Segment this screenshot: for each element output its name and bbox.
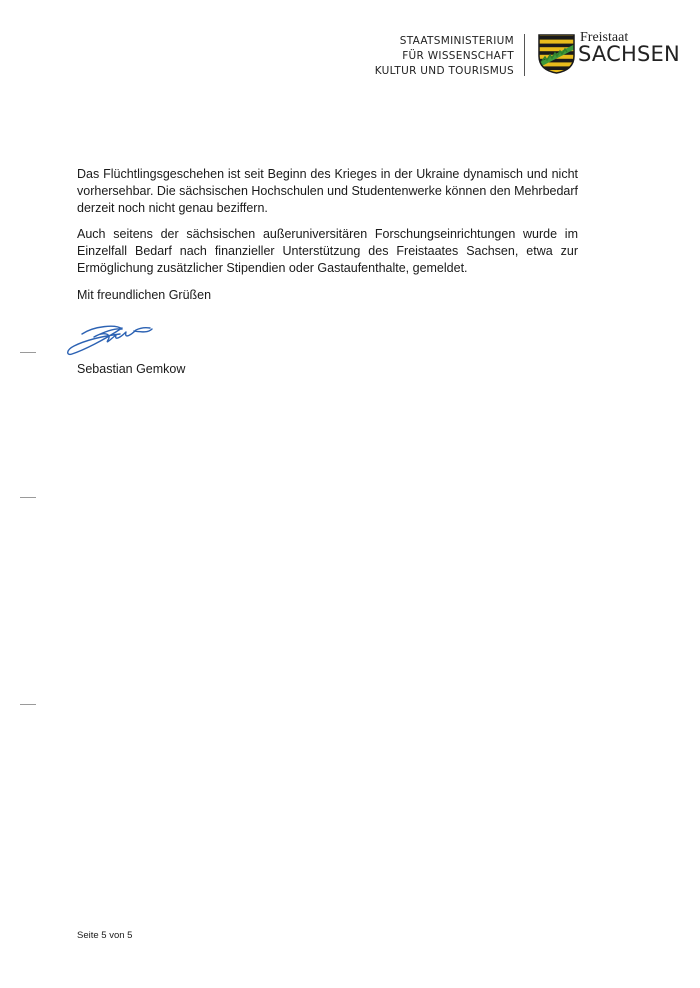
closing-greeting: Mit freundlichen Grüßen — [77, 288, 212, 302]
handwritten-signature-icon — [64, 318, 156, 358]
page-number: Seite 5 von 5 — [77, 930, 133, 941]
signatory-name: Sebastian Gemkow — [77, 362, 186, 376]
fold-mark — [20, 497, 36, 498]
ministry-line-1: STAATSMINISTERIUM — [399, 35, 514, 47]
ministry-name — [375, 34, 514, 79]
ministry-line-3: KULTUR UND TOURISMUS — [374, 65, 514, 77]
body-paragraph-1 — [77, 166, 578, 217]
logo-sachsen: SACHSEN — [578, 42, 680, 66]
logo-freistaat: Freistaat — [580, 30, 629, 45]
ministry-line-2: FÜR WISSENSCHAFT — [402, 50, 514, 62]
saxony-coat-of-arms-icon — [538, 34, 575, 74]
body-paragraph-2 — [77, 226, 578, 277]
fold-mark — [20, 352, 36, 353]
fold-mark — [20, 704, 36, 705]
paragraph-text: Das Flüchtlingsgeschehen ist seit Beginn des Krieges in der Ukraine dynamisch und nicht vorhersehbar. Die sächsischen Hochschulen und Studentenwerke können den Mehrbedarf derzeit noch nicht genau beziffern. — [77, 167, 579, 215]
letterhead-divider — [524, 34, 525, 76]
paragraph-text: Auch seitens der sächsischen außeruniversitären Forschungseinrichtungen wurde im Einzelfall Bedarf nach finanzieller Unterstützung des Freistaates Sachsen, etwa zur Ermöglichung zusätzlicher Stipendien oder Gastaufenthalte, gemeldet. — [77, 227, 578, 275]
